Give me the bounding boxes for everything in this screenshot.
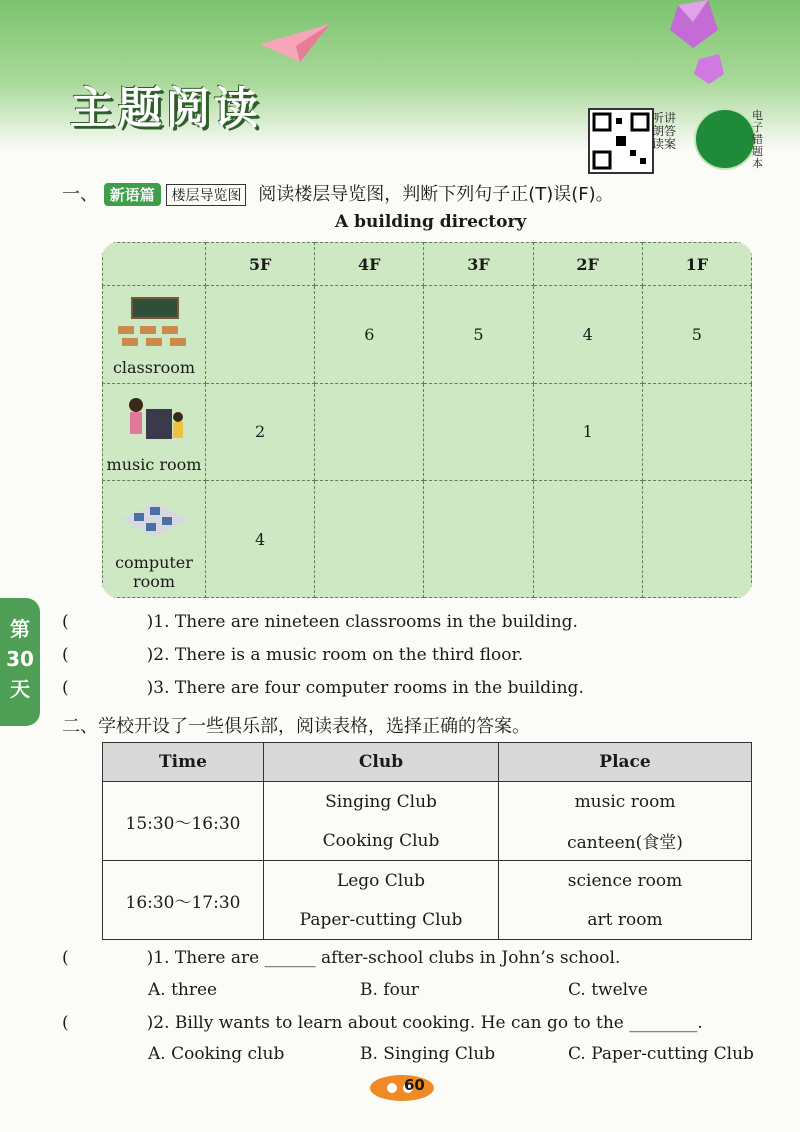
qr-label: 听讲朗答读案 <box>652 111 677 151</box>
room-label: music room <box>106 455 202 475</box>
logo-icon <box>694 108 756 170</box>
question-number: )2. <box>146 1013 170 1033</box>
table-cell <box>424 481 533 598</box>
club-cell: Cooking Club <box>264 821 499 861</box>
option-b[interactable]: B. four <box>360 980 419 1000</box>
option-b[interactable]: B. Singing Club <box>360 1044 496 1064</box>
question-number: )1. <box>146 948 170 968</box>
music-room-icon <box>112 391 196 451</box>
place-cell: science room <box>499 861 752 901</box>
side-label: 电子错题本 <box>752 109 763 170</box>
table-cell: 5 <box>642 286 751 384</box>
table-row <box>103 286 752 384</box>
section1-heading <box>62 180 614 206</box>
club-table <box>102 742 752 940</box>
table-cell <box>642 481 751 598</box>
option-a[interactable]: A. three <box>148 980 218 1000</box>
question-text: Billy wants to learn about cooking. He can go to the ________. <box>174 1013 703 1033</box>
question-item <box>62 948 620 968</box>
question-number: )2. <box>146 645 170 665</box>
gem-icon <box>668 0 718 50</box>
section1-tag: 新语篇 <box>104 183 161 206</box>
table-row <box>103 383 752 481</box>
column-header: Place <box>499 743 752 782</box>
directory-title: A building directory <box>335 212 527 232</box>
floor-header: 4F <box>315 243 424 286</box>
section1-number: 一、 <box>62 184 98 205</box>
room-cell <box>103 481 206 598</box>
section2-instruction: 学校开设了一些俱乐部，阅读表格，选择正确的答案。 <box>98 716 530 737</box>
day-tab <box>0 598 40 726</box>
table-cell: 2 <box>206 383 315 481</box>
table-cell: 4 <box>533 286 642 384</box>
computer-room-icon <box>112 489 196 549</box>
classroom-icon <box>112 294 196 354</box>
section2-number: 二、 <box>62 716 98 737</box>
question-item <box>62 678 584 698</box>
table-cell: 6 <box>315 286 424 384</box>
place-cell: art room <box>499 900 752 940</box>
room-label: computer room <box>115 553 193 591</box>
answer-blank[interactable]: ( <box>62 612 69 632</box>
qr-code-icon <box>590 110 652 172</box>
table-cell: 1 <box>533 383 642 481</box>
answer-blank[interactable]: ( <box>62 1013 69 1033</box>
section2-heading <box>62 712 530 738</box>
floor-header: 2F <box>533 243 642 286</box>
question-text: There are nineteen classrooms in the building. <box>174 612 578 632</box>
question-number: )1. <box>146 612 170 632</box>
time-cell: 16:30～17:30 <box>103 861 264 940</box>
column-header: Time <box>103 743 264 782</box>
question-item <box>62 1013 703 1033</box>
day-tab-line2: 30 <box>6 647 34 671</box>
option-c[interactable]: C. Paper-cutting Club <box>568 1044 754 1064</box>
table-cell: 5 <box>424 286 533 384</box>
column-header: Club <box>264 743 499 782</box>
gem-small-icon <box>694 54 724 84</box>
floor-header: 5F <box>206 243 315 286</box>
page-number: 60 <box>404 1076 425 1094</box>
table-row <box>103 481 752 598</box>
answer-blank[interactable]: ( <box>62 678 69 698</box>
club-cell: Paper-cutting Club <box>264 900 499 940</box>
day-tab-line3: 天 <box>10 677 30 701</box>
table-cell <box>206 286 315 384</box>
table-cell <box>642 383 751 481</box>
question-item <box>62 645 523 665</box>
room-cell <box>103 383 206 481</box>
table-row <box>103 782 752 822</box>
question-item <box>62 612 578 632</box>
page-title: 主题阅读 <box>70 83 262 134</box>
day-tab-line1: 第 <box>10 617 30 641</box>
room-label: classroom <box>112 357 196 377</box>
place-cell: music room <box>499 782 752 822</box>
page-number-badge <box>362 1070 442 1104</box>
answer-blank[interactable]: ( <box>62 948 69 968</box>
room-cell <box>103 286 206 384</box>
club-cell: Singing Club <box>264 782 499 822</box>
option-c[interactable]: C. twelve <box>568 980 648 1000</box>
qr-code <box>588 108 654 174</box>
place-cell: canteen(食堂) <box>499 821 752 861</box>
question-text: There is a music room on the third floor. <box>174 645 524 665</box>
question-text: There are four computer rooms in the building. <box>174 678 584 698</box>
table-cell: 4 <box>206 481 315 598</box>
table-cell <box>533 481 642 598</box>
corner-cell <box>103 243 206 286</box>
section1-tag2: 楼层导览图 <box>166 184 246 206</box>
question-number: )3. <box>146 678 170 698</box>
section1-instruction: 阅读楼层导览图，判断下列句子正(T)误(F)。 <box>258 184 614 205</box>
floor-header: 3F <box>424 243 533 286</box>
table-row <box>103 861 752 901</box>
time-cell: 15:30～16:30 <box>103 782 264 861</box>
floor-header: 1F <box>642 243 751 286</box>
answer-blank[interactable]: ( <box>62 645 69 665</box>
club-cell: Lego Club <box>264 861 499 901</box>
question-text: There are ______ after-school clubs in John’s school. <box>174 948 621 968</box>
building-directory-table <box>102 242 752 598</box>
option-a[interactable]: A. Cooking club <box>148 1044 285 1064</box>
paper-plane-icon <box>260 24 330 64</box>
table-cell <box>424 383 533 481</box>
submarine-icon <box>362 1070 442 1104</box>
table-cell <box>315 481 424 598</box>
table-cell <box>315 383 424 481</box>
